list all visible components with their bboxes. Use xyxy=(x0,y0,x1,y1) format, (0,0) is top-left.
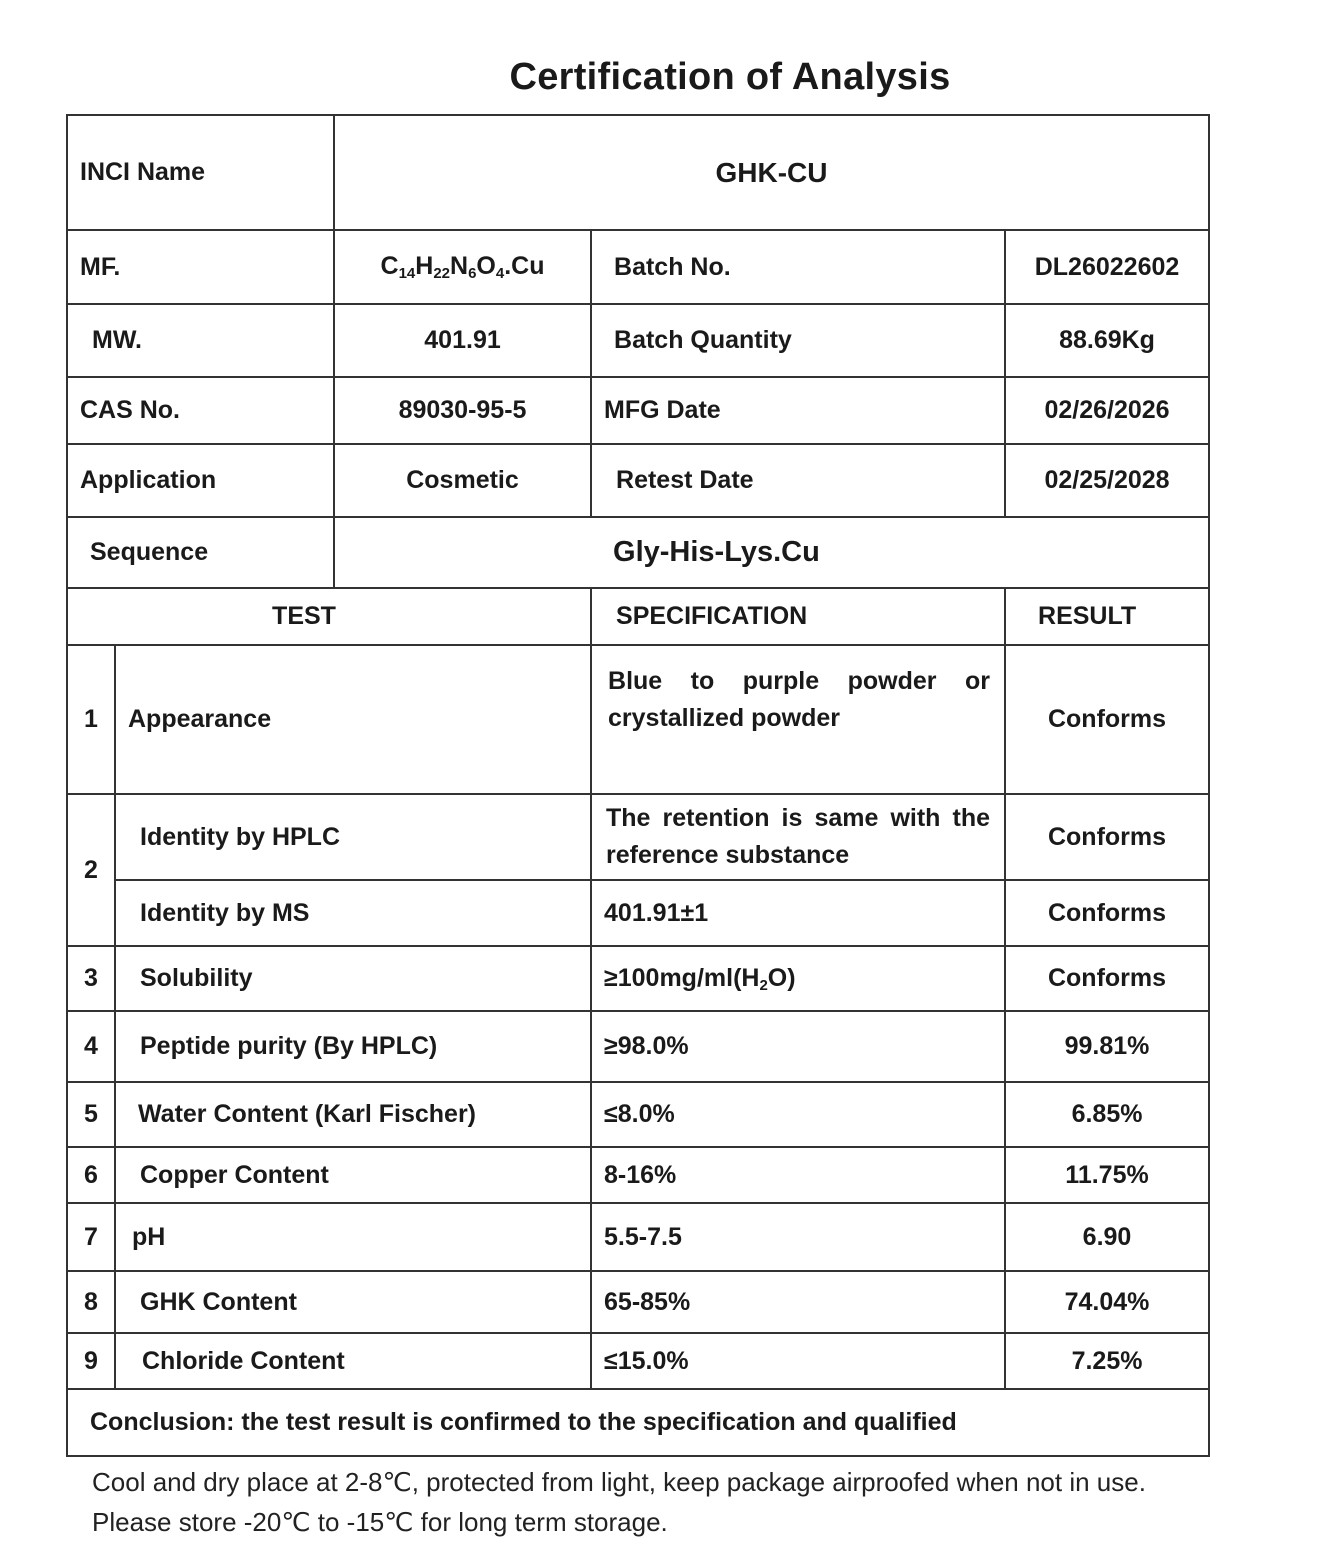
test-result: 11.75% xyxy=(1005,1147,1209,1203)
test-name: Identity by HPLC xyxy=(115,794,591,880)
test-name: Chloride Content xyxy=(115,1333,591,1389)
test-spec: $\ge 100mg/ml(H_2O)$ xyxy=(591,946,1005,1011)
inci-value: GHK-CU xyxy=(334,115,1209,230)
mw-label: MW. xyxy=(67,304,334,377)
test-result: 74.04% xyxy=(1005,1271,1209,1333)
test-result: 7.25% xyxy=(1005,1333,1209,1389)
table-row xyxy=(67,794,1209,880)
table-row xyxy=(67,1203,1209,1271)
test-number: 5 xyxy=(67,1082,115,1147)
test-name: Water Content (Karl Fischer) xyxy=(115,1082,591,1147)
row-sequence xyxy=(67,517,1209,588)
test-spec: The retention is same with the reference substance xyxy=(591,794,1005,880)
test-spec: ≤8.0% xyxy=(591,1082,1005,1147)
test-name: GHK Content xyxy=(115,1271,591,1333)
test-name: Solubility xyxy=(115,946,591,1011)
test-number: 3 xyxy=(67,946,115,1011)
test-spec: 5.5-7.5 xyxy=(591,1203,1005,1271)
test-spec: ≤15.0% xyxy=(591,1333,1005,1389)
sequence-value: Gly-His-Lys.Cu xyxy=(334,517,1209,588)
table-row xyxy=(67,1147,1209,1203)
mw-value: 401.91 xyxy=(334,304,591,377)
test-number: 9 xyxy=(67,1333,115,1389)
result-header: RESULT xyxy=(1005,588,1209,645)
row-cas xyxy=(67,377,1209,444)
storage-note: Cool and dry place at 2-8℃, protected from light, keep package airproofed when not in use. Please store -20℃ to -15℃ for long term storage. xyxy=(92,1467,1146,1537)
inci-label: INCI Name xyxy=(67,115,334,230)
retest-value: 02/25/2028 xyxy=(1005,444,1209,517)
batch-label: Batch No. xyxy=(591,230,1005,304)
test-number: 7 xyxy=(67,1203,115,1271)
test-result: Conforms xyxy=(1005,794,1209,880)
mfg-value: 02/26/2026 xyxy=(1005,377,1209,444)
row-mf xyxy=(67,230,1209,304)
table-row xyxy=(67,946,1209,1011)
test-spec: Blue to purple powder or crystallized powder xyxy=(591,645,1005,794)
row-inci xyxy=(67,115,1209,230)
document-title: Certification of Analysis xyxy=(509,56,951,98)
test-spec: 8-16% xyxy=(591,1147,1005,1203)
test-number: 1 xyxy=(67,645,115,794)
test-number: 6 xyxy=(67,1147,115,1203)
test-spec: ≥98.0% xyxy=(591,1011,1005,1082)
test-name: pH xyxy=(115,1203,591,1271)
row-column-headers xyxy=(67,588,1209,645)
row-application xyxy=(67,444,1209,517)
test-result: 6.90 xyxy=(1005,1203,1209,1271)
test-result: 99.81% xyxy=(1005,1011,1209,1082)
table-row xyxy=(67,880,1209,946)
test-number: 4 xyxy=(67,1011,115,1082)
table-row xyxy=(67,645,1209,794)
cas-value: 89030-95-5 xyxy=(334,377,591,444)
test-spec: 401.91±1 xyxy=(591,880,1005,946)
row-conclusion xyxy=(67,1389,1209,1456)
qty-value: 88.69Kg xyxy=(1005,304,1209,377)
retest-label: Retest Date xyxy=(591,444,1005,517)
cas-label: CAS No. xyxy=(67,377,334,444)
test-result: 6.85% xyxy=(1005,1082,1209,1147)
batch-value: DL26022602 xyxy=(1005,230,1209,304)
test-result: Conforms xyxy=(1005,645,1209,794)
table-row xyxy=(67,1011,1209,1082)
application-value: Cosmetic xyxy=(334,444,591,517)
test-header: TEST xyxy=(67,588,591,645)
sequence-label: Sequence xyxy=(67,517,334,588)
spec-header: SPECIFICATION xyxy=(591,588,1005,645)
table-row xyxy=(67,1271,1209,1333)
test-name: Identity by MS xyxy=(115,880,591,946)
table-row xyxy=(67,1333,1209,1389)
mfg-label: MFG Date xyxy=(591,377,1005,444)
test-name: Copper Content xyxy=(115,1147,591,1203)
test-name: Appearance xyxy=(115,645,591,794)
analysis-table xyxy=(66,114,1210,1457)
mf-value: $C_{14}H_{22}N_6O_4.Cu$ xyxy=(334,230,591,304)
qty-label: Batch Quantity xyxy=(591,304,1005,377)
test-result: Conforms xyxy=(1005,880,1209,946)
application-label: Application xyxy=(67,444,334,517)
mf-label: MF. xyxy=(67,230,334,304)
test-result: Conforms xyxy=(1005,946,1209,1011)
row-mw xyxy=(67,304,1209,377)
test-spec: 65-85% xyxy=(591,1271,1005,1333)
conclusion-text: Conclusion: the test result is confirmed to the specification and qualified xyxy=(67,1389,1209,1456)
test-number: 2 xyxy=(67,794,115,946)
test-number: 8 xyxy=(67,1271,115,1333)
table-row xyxy=(67,1082,1209,1147)
test-name: Peptide purity (By HPLC) xyxy=(115,1011,591,1082)
